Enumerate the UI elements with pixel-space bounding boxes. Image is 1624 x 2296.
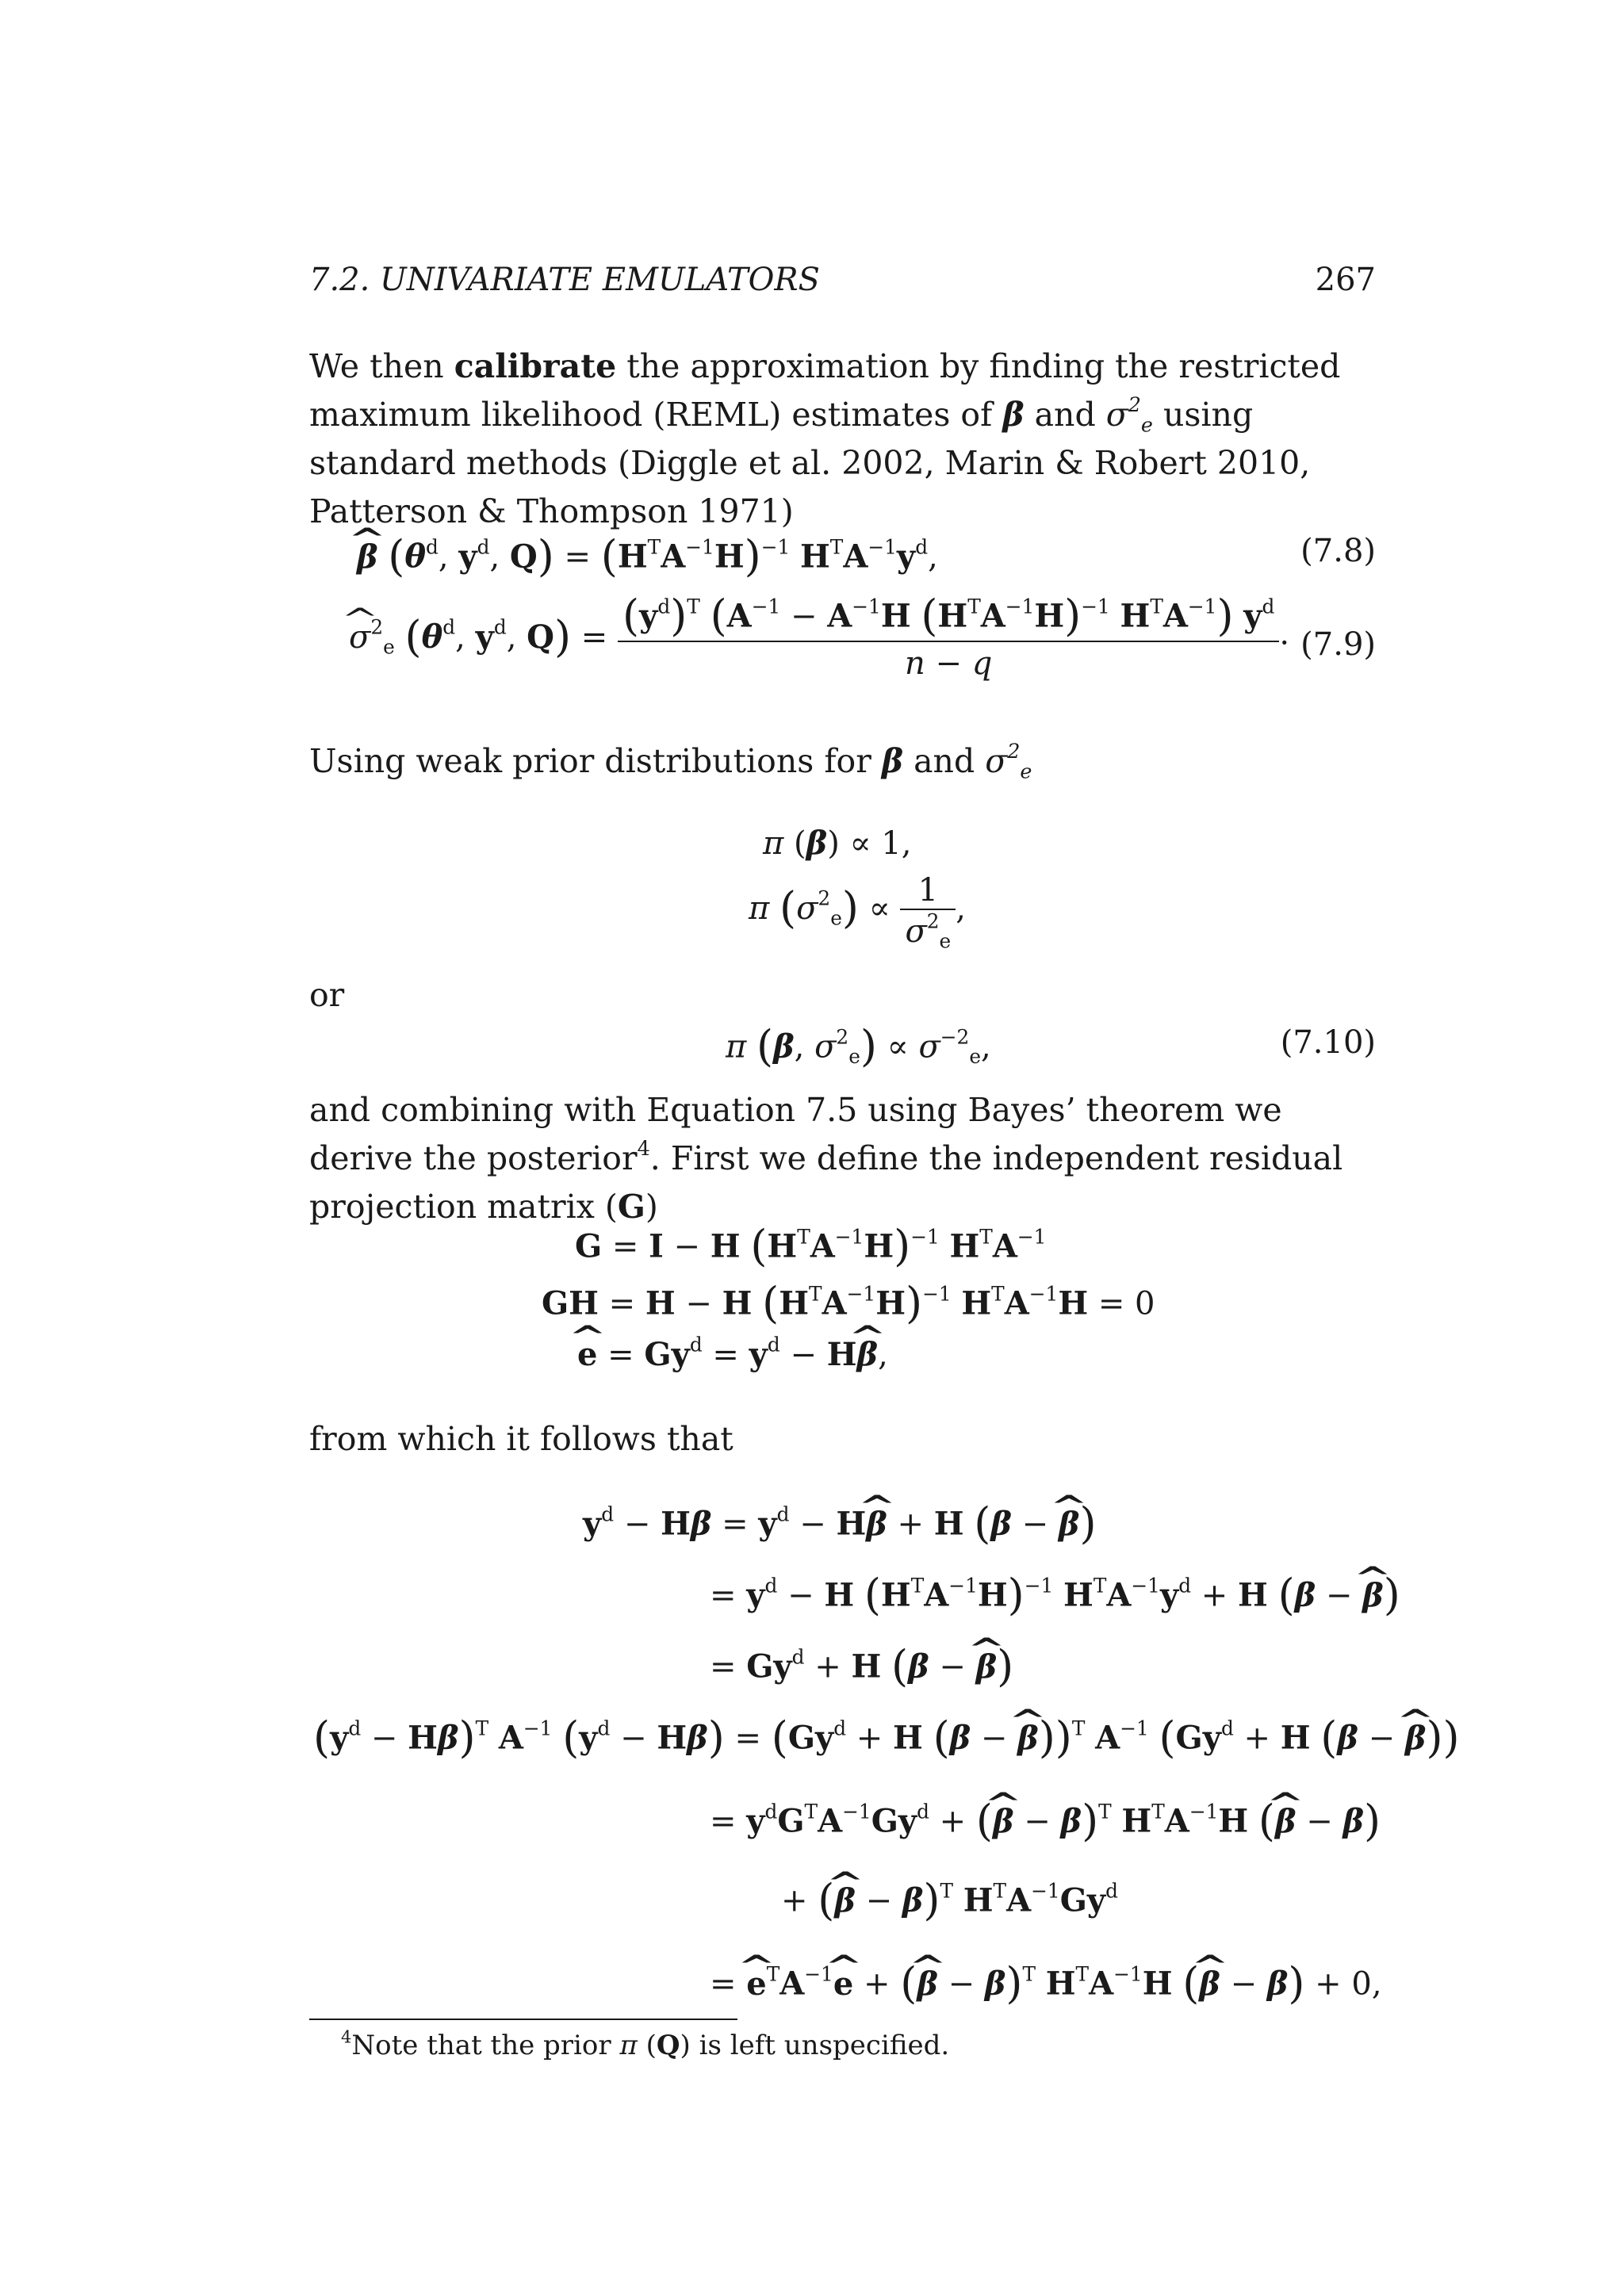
derivation-line-3: = $Gy^d + H$ (β − ^ β) [710, 1641, 1013, 1691]
derivation-line-1: $y^d - H\beta = y^d$ − H^ β + H (β − ^ β) [583, 1498, 1097, 1548]
equation-7-9: ^ $\sigma^2_e$ ($\theta^d$, $y^d$, Q) = $\frac{(y^d)^T (A^{-1} - A^{-1}H (H^TA^{-1}H)^{-1} H^TA^{-1}) y^d}{n - q}$ . [349, 591, 1289, 682]
running-header [309, 262, 1376, 298]
prior-beta: π (β) ∝ 1, [763, 825, 912, 862]
equation-number-7-8: (7.8) [1300, 533, 1376, 569]
derivation-line-2: = $y^d - H$ $(H^TA^{-1}H)^{-1}$ $H^TA^{-1}y^d + H$ (β − ^ β) [710, 1570, 1400, 1620]
derivation-line-4: $(y^d - H\beta)^T$ $A^{-1}$ $(y^d - H\beta) = (Gy^d + H$ (β − ^ β))$^T$ $A^{-1}$ ($Gy^d + H$ (β − ^ β)) [313, 1712, 1460, 1762]
equation-gh: GH = H − H $(H^TA^{-1}H)^{-1}$ $H^TA^{-1}H = 0$ [542, 1278, 1155, 1328]
derivation-line-5: = $y^dG^TA^{-1}Gy^d$ + (^ β − β)$^T$ $H^TA^{-1}H$ (^ β − β) [710, 1796, 1381, 1846]
paragraph-bayes: and combining with Equation 7.5 using Bayes’ theorem we derive the posterior$^4$. First we define the independent residual projection matrix (G) [309, 1091, 1343, 1226]
equation-e-hat: ^ $e = Gy^d = y^d$ − H^ β, [577, 1336, 888, 1373]
derivation-line-6: + (^ β − β)$^T$ $H^TA^{-1}Gy^d$ [781, 1875, 1118, 1925]
equation-number-7-9: (7.9) [1300, 626, 1376, 663]
paragraph-follows: from which it follows that [309, 1420, 733, 1458]
equation-g-definition: G = I − H $(H^TA^{-1}H)^{-1}$ $H^TA^{-1}$ [575, 1221, 1047, 1271]
or-text: or [309, 976, 345, 1014]
prior-sigma: π $(\sigma^2_e)$ ∝ $\frac{1}{\sigma^2_e}$ , [749, 872, 966, 953]
equation-7-8: ^ β ($\theta^d$, $y^d$, $Q) = (H^TA^{-1}H)^{-1}$ $H^TA^{-1}y^d$, [357, 531, 938, 581]
footnote: $^4$Note that the prior π (Q) is left unspecified. [341, 2026, 950, 2061]
derivation-line-7: = ^ $e^TA^{-1}\^{}$ e + (^ β − β)$^T$ $H^TA^{-1}H$ (^ β − β) + 0, [710, 1958, 1382, 2008]
paragraph-weak-priors: Using weak prior distributions for β and $\sigma^2_e$ [309, 739, 1032, 783]
page-number: 267 [1315, 262, 1376, 298]
equation-7-10: π (β, $\sigma^2_e) \propto \sigma^{-2}_e$, [726, 1021, 991, 1071]
equation-number-7-10: (7.10) [1280, 1024, 1376, 1061]
paragraph-calibrate: We then calibrate the approximation by finding the restricted maximum likelihood (REML) estimates of β and $\sigma^2_e$ using standard methods (Diggle et al. 2002, Marin & Robert 2010, Patterson & Thompson 1971) [309, 347, 1341, 530]
section-title: 7.2. UNIVARIATE EMULATORS [309, 262, 820, 298]
footnote-rule [309, 2019, 737, 2020]
